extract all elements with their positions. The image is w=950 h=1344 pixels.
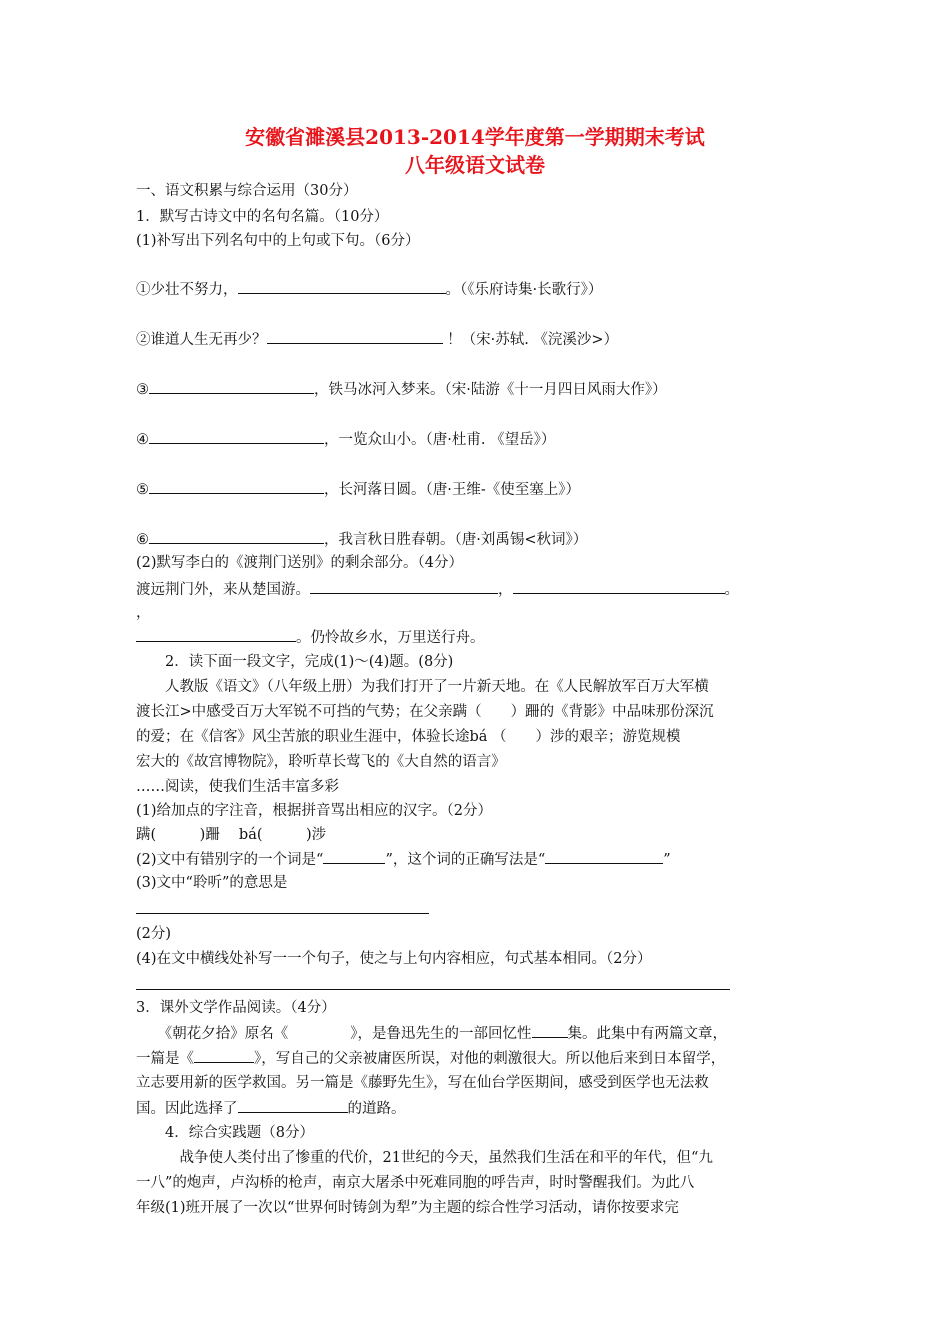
q1-item-3 bbox=[136, 379, 667, 400]
q2-para-line-3: 的爱；在《信客》风尘苦旅的职业生涯中，体验长途bá （ ）涉的艰辛；游览规模 bbox=[136, 729, 681, 745]
item-text-before: 少壮不努力， bbox=[150, 282, 238, 298]
q3-heading: 3．课外文学作品阅读。（4分） bbox=[136, 1000, 336, 1016]
item-number: ② bbox=[136, 332, 151, 348]
item-text-after: 。（《乐府诗集·长歌行》） bbox=[445, 282, 603, 298]
q3-text: 一篇是《 bbox=[136, 1051, 194, 1067]
q3-text: 《朝花夕拾》原名《 bbox=[136, 1026, 289, 1042]
q2-s2 bbox=[136, 849, 671, 870]
answer-blank[interactable] bbox=[149, 379, 314, 394]
q4-para-line-2: 一八”的炮声，卢沟桥的枪声，南京大屠杀中死难同胞的呼告声，时时警醒我们。为此八 bbox=[136, 1175, 695, 1191]
answer-blank[interactable] bbox=[149, 429, 324, 444]
item-number: ④ bbox=[136, 432, 149, 448]
item-number: ⑥ bbox=[136, 532, 149, 548]
q3-line-4 bbox=[136, 1098, 406, 1119]
exam-title: 安徽省濉溪县2013-2014学年度第一学期期末考试 bbox=[245, 125, 705, 149]
q3-line-2 bbox=[136, 1048, 725, 1069]
item-number: ⑤ bbox=[136, 482, 149, 498]
q2-s4-answer-line[interactable] bbox=[136, 989, 730, 990]
q2-para-line-5: ……阅读，使我们生活丰富多彩 bbox=[136, 779, 339, 795]
poem-start: 渡远荆门外，来从楚国游。 bbox=[136, 582, 310, 598]
q4-heading: 4．综合实践题（8分） bbox=[165, 1125, 314, 1141]
answer-blank[interactable] bbox=[267, 329, 443, 344]
item-text-after: ！（宋·苏轼. 《浣溪沙>） bbox=[442, 332, 619, 348]
q3-text: 》，是鲁迅先生的一部回忆性 bbox=[350, 1026, 532, 1042]
poem-period: 。 bbox=[724, 582, 739, 598]
answer-blank[interactable] bbox=[238, 279, 446, 294]
item-text-before: 谁道人生无再少？ bbox=[150, 332, 267, 348]
q2-s3-answer-line[interactable] bbox=[136, 913, 429, 914]
q1-sub2: (2)默写李白的《渡荆门送别》的剩余部分。（4分） bbox=[136, 555, 464, 571]
q1-item-6 bbox=[136, 529, 587, 550]
q3-text: 集。此集中有两篇文章， bbox=[567, 1026, 727, 1042]
answer-blank[interactable] bbox=[149, 479, 324, 494]
item-text-after: ，长河落日圆。（唐·王维-《使至塞上》） bbox=[324, 482, 581, 498]
q1-stray-comma: ， bbox=[136, 605, 151, 621]
q4-para-line-3: 年级(1)班开展了一次以“世界何时铸剑为犁”为主题的综合性学习活动，请你按要求完 bbox=[136, 1200, 679, 1216]
q2-para-line-4: 宏大的《故宫博物院》，聆听草长莺飞的《大自然的语言》 bbox=[136, 754, 506, 770]
q1-item-1 bbox=[136, 279, 602, 300]
q1-poem-end-line bbox=[136, 627, 485, 648]
q1-heading: 1．默写古诗文中的名句名篇。（10分） bbox=[136, 209, 389, 225]
item-text-after: ，铁马冰河入梦来。（宋·陆游《十一月四日风雨大作》） bbox=[314, 382, 667, 398]
q3-text: 》，写自己的父亲被庸医所误，对他的刺激很大。所以他后来到日本留学， bbox=[254, 1051, 726, 1067]
q3-line-3: 立志要用新的医学救国。另一篇是《藤野先生》，写在仙台学医期间，感受到医学也无法救 bbox=[136, 1075, 709, 1091]
q3-blank-path[interactable] bbox=[238, 1098, 348, 1113]
wrong-word-blank[interactable] bbox=[323, 849, 385, 864]
q1-item-2 bbox=[136, 329, 618, 350]
correct-word-blank[interactable] bbox=[545, 849, 663, 864]
q2-s1: (1)给加点的字注音，根据拼音骂出相应的汉字。（2分） bbox=[136, 803, 493, 819]
q1-item-4 bbox=[136, 429, 555, 450]
q2-heading: 2．读下面一段文字，完成(1)～(4)题。(8分) bbox=[165, 654, 454, 670]
q3-line-1 bbox=[136, 1023, 727, 1044]
poem-blank-3[interactable] bbox=[136, 627, 296, 642]
q1-poem-line bbox=[136, 579, 739, 600]
poem-blank-2[interactable] bbox=[513, 579, 725, 594]
q1-item-5 bbox=[136, 479, 580, 500]
poem-comma: ， bbox=[498, 582, 513, 598]
q4-para-line-1: 战争使人类付出了惨重的代价，21世纪的今天，虽然我们生活在和平的年代，但“九 bbox=[165, 1150, 713, 1166]
poem-end: 。仍怜故乡水，万里送行舟。 bbox=[296, 630, 485, 646]
q3-text: 国。因此选择了 bbox=[136, 1101, 238, 1117]
q3-text: 的道路。 bbox=[347, 1101, 406, 1117]
q2-para-line-1: 人教版《语文》（八年级上册）为我们打开了一片新天地。在《人民解放军百万大军横 bbox=[165, 679, 709, 695]
q3-blank-genre[interactable] bbox=[532, 1023, 568, 1038]
item-text-after: ，我言秋日胜春朝。（唐·刘禹锡<秋词》） bbox=[324, 532, 588, 548]
item-text-after: ，一览众山小。（唐·杜甫. 《望岳》） bbox=[324, 432, 556, 448]
q2-s4: (4)在文中横线处补写一一个句子，使之与上句内容相应，句式基本相同。（2分） bbox=[136, 951, 652, 967]
q2-s2-text-c: ” bbox=[663, 852, 671, 868]
q1-sub1: (1)补写出下列名句中的上句或下句。（6分） bbox=[136, 233, 420, 249]
q2-s2-text-b: ”，这个词的正确写法是“ bbox=[385, 852, 546, 868]
q2-s1-answer: 蹒( )跚 bá( )涉 bbox=[136, 827, 327, 843]
item-number: ③ bbox=[136, 382, 149, 398]
q2-s2-text-a: (2)文中有错别字的一个词是“ bbox=[136, 852, 324, 868]
item-number: ① bbox=[136, 282, 151, 298]
q3-blank-article[interactable] bbox=[194, 1048, 254, 1063]
exam-subtitle: 八年级语文试卷 bbox=[405, 153, 545, 177]
q2-s3: (3)文中“聆听”的意思是 bbox=[136, 875, 288, 891]
q2-para-line-2: 渡长江>中感受百万大军锐不可挡的气势；在父亲蹒（ ）跚的《背影》中品味那份深沉 bbox=[136, 704, 714, 720]
q2-s3-score: (2分) bbox=[136, 926, 172, 942]
section1-heading: 一、语文积累与综合运用（30分） bbox=[136, 183, 358, 199]
answer-blank[interactable] bbox=[149, 529, 324, 544]
poem-blank-1[interactable] bbox=[310, 579, 498, 594]
